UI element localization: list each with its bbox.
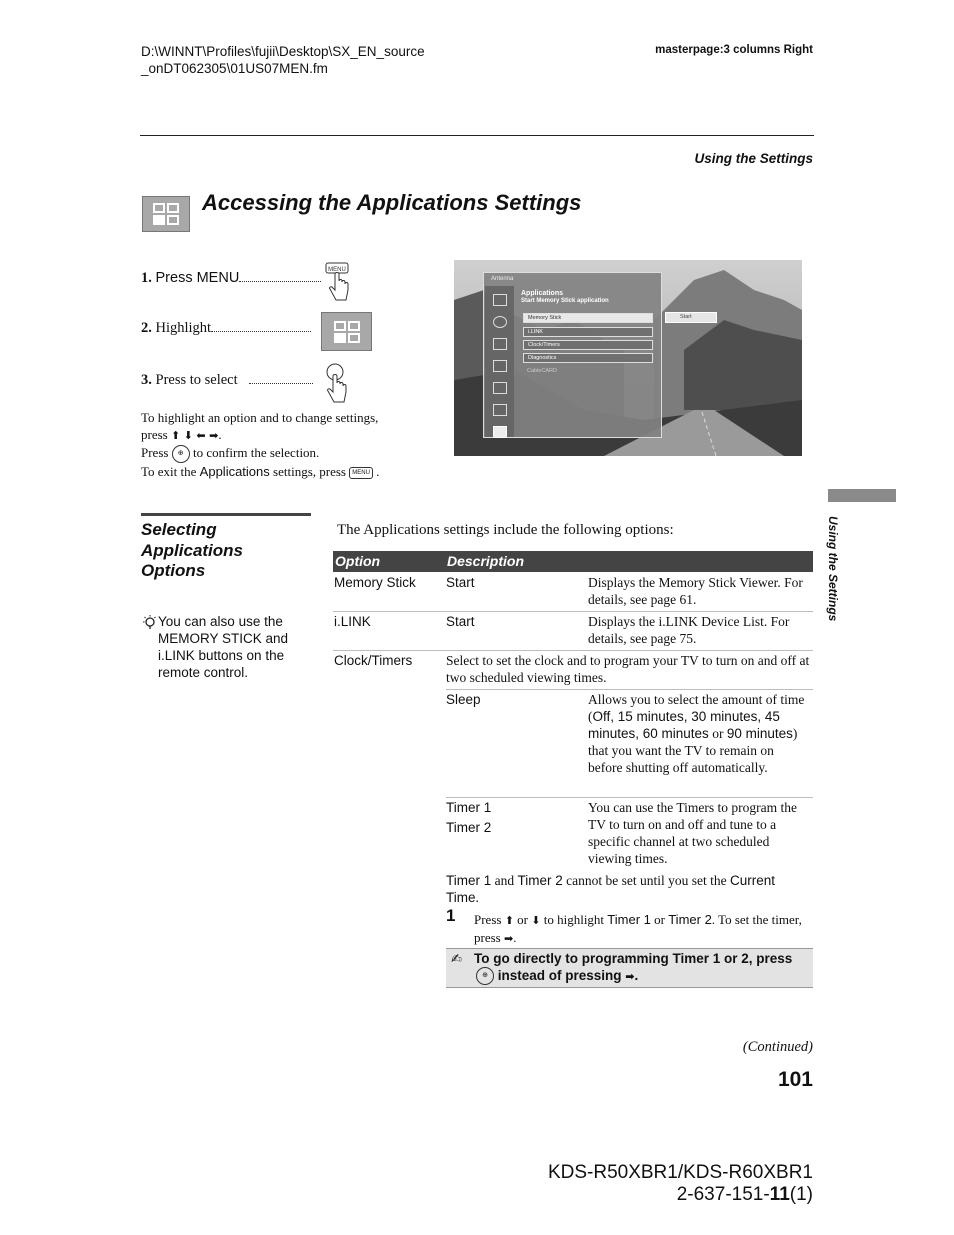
section-header: Using the Settings	[694, 151, 813, 166]
sound-icon	[493, 316, 507, 328]
tip-lightbulb-icon	[141, 614, 157, 635]
setup-icon	[493, 404, 507, 416]
menu-item-memory-stick[interactable]: Memory Stick	[523, 313, 653, 323]
sleep-desc: Allows you to select the amount of time (Off, 15 minutes, 30 minutes, 45 minutes, 60 minutes or 90 minutes) that you want the TV to remain on before shutting off automatically.	[588, 692, 805, 775]
clock-timers-desc: Select to set the clock and to program your TV to turn on and off at two scheduled viewing times.	[446, 653, 810, 685]
menu-item-ilink[interactable]: i.LINK	[523, 327, 653, 337]
start-button[interactable]: Start	[665, 312, 717, 323]
timer1-label: Timer 1	[446, 800, 492, 815]
menu-item-diagnostics[interactable]: Diagnostics	[523, 353, 653, 363]
section-title: Selecting Applications Options	[141, 520, 244, 580]
col-option: Option	[335, 553, 381, 569]
timer-note: Timer 1 and Timer 2 cannot be set until you set the Current Time.	[446, 873, 776, 905]
file-path-line1: D:\WINNT\Profiles\fujii\Desktop\SX_EN_source	[141, 44, 425, 59]
step-2	[141, 320, 311, 337]
page-title: Accessing the Applications Settings	[202, 190, 582, 215]
option-clock-timers: Clock/Timers	[334, 653, 413, 668]
masterpage-label: masterpage:3 columns Right	[655, 44, 813, 56]
select-button-hand-icon	[322, 362, 350, 411]
step-3	[141, 372, 313, 389]
instr-line-3: Press ⊕ to confirm the selection.	[141, 444, 411, 463]
applications-menu-icon	[493, 426, 507, 438]
step-1-number-timer: 1	[446, 906, 456, 925]
right-arrow-icon: ➡	[503, 932, 514, 945]
side-tab-marker	[828, 489, 896, 502]
picture-icon	[493, 294, 507, 306]
table-header	[333, 551, 813, 572]
step-3-number: 3.	[141, 372, 152, 388]
col-description: Description	[447, 553, 525, 569]
step-1	[141, 270, 321, 287]
channel-icon	[493, 360, 507, 372]
model-line-1: KDS-R50XBR1/KDS-R60XBR1	[547, 1162, 813, 1183]
model-line-2: 2-637-151-11(1)	[676, 1184, 813, 1205]
continued-label: (Continued)	[742, 1039, 813, 1055]
menu-antenna-label: Antenna	[491, 276, 514, 282]
step-2-number: 2.	[141, 320, 152, 336]
applications-menu-panel	[483, 272, 662, 438]
tip-text: You can also use the MEMORY STICK and i.LINK buttons on the remote control.	[158, 614, 289, 680]
timer2-label: Timer 2	[446, 820, 492, 835]
note-line-1: To go directly to programming Timer 1 or 2, press	[474, 951, 793, 966]
file-path-line2: _onDT062305\01US07MEN.fm	[141, 61, 328, 76]
highlight-applications-icon	[321, 312, 372, 351]
step-2-text: Highlight	[155, 320, 212, 336]
down-arrow-icon: ⬇	[531, 914, 541, 927]
option-ilink: i.LINK	[334, 614, 371, 629]
file-path	[141, 43, 425, 77]
svg-text:MENU: MENU	[328, 267, 346, 273]
note-pencil-icon: ✍	[451, 951, 462, 966]
right-arrow-icon-note: ➡	[625, 970, 635, 983]
instr-line-2: press ⬆ ⬇ ⬅ ➡.	[141, 427, 222, 442]
menu-button-hand-icon	[324, 262, 352, 309]
menu-sidebar	[485, 286, 514, 437]
page-number: 101	[777, 1068, 813, 1091]
menu-item-cablecard[interactable]: CableCARD	[527, 368, 557, 374]
applications-icon	[142, 196, 190, 232]
parental-lock-icon	[493, 382, 507, 394]
menu-button-icon: MENU	[349, 467, 373, 479]
option-memory-stick: Memory Stick	[334, 575, 416, 590]
ilink-desc: Displays the i.LINK Device List. For details, see page 75.	[588, 614, 790, 646]
instr-line-4: To exit the Applications settings, press MENU .	[141, 464, 380, 480]
up-arrow-icon: ⬆	[504, 914, 514, 927]
sleep-label: Sleep	[446, 692, 481, 707]
instructions	[141, 409, 411, 480]
timers-desc: You can use the Timers to program the TV to turn on and off and tune to a specific channel at two scheduled viewing times.	[588, 800, 797, 866]
screen-icon	[493, 338, 507, 350]
select-button-icon-note: ⊕	[476, 967, 494, 985]
memory-stick-desc: Displays the Memory Stick Viewer. For details, see page 61.	[588, 575, 803, 607]
step-3-text: Press to select	[155, 372, 238, 388]
step-1-timer-text: Press ⬆ or ⬇ to highlight Timer 1 or Timer 2. To set the timer, press ➡.	[474, 912, 802, 945]
tv-menu-screenshot	[454, 260, 802, 456]
menu-title: Applications	[521, 290, 564, 297]
ilink-start: Start	[446, 614, 475, 629]
select-button-icon: ⊕	[172, 445, 190, 463]
section-rule	[141, 513, 311, 516]
menu-subtitle: Start Memory Stick application	[521, 298, 609, 304]
instr-line-1: To highlight an option and to change settings,	[141, 410, 379, 425]
step-1-number: 1.	[141, 270, 152, 286]
note-box	[446, 948, 813, 988]
note-line-2: ⊕ instead of pressing ➡.	[476, 967, 812, 985]
memory-stick-start: Start	[446, 575, 475, 590]
header-rule	[140, 135, 814, 136]
intro-text: The Applications settings include the following options:	[337, 522, 674, 538]
model-number	[548, 1162, 813, 1206]
arrow-keys-icon: ⬆ ⬇ ⬅ ➡	[170, 429, 219, 442]
side-section-label: Using the Settings	[826, 516, 840, 622]
menu-item-clock-timers[interactable]: Clock/Timers	[523, 340, 653, 350]
step-1-text: Press MENU	[155, 270, 240, 286]
